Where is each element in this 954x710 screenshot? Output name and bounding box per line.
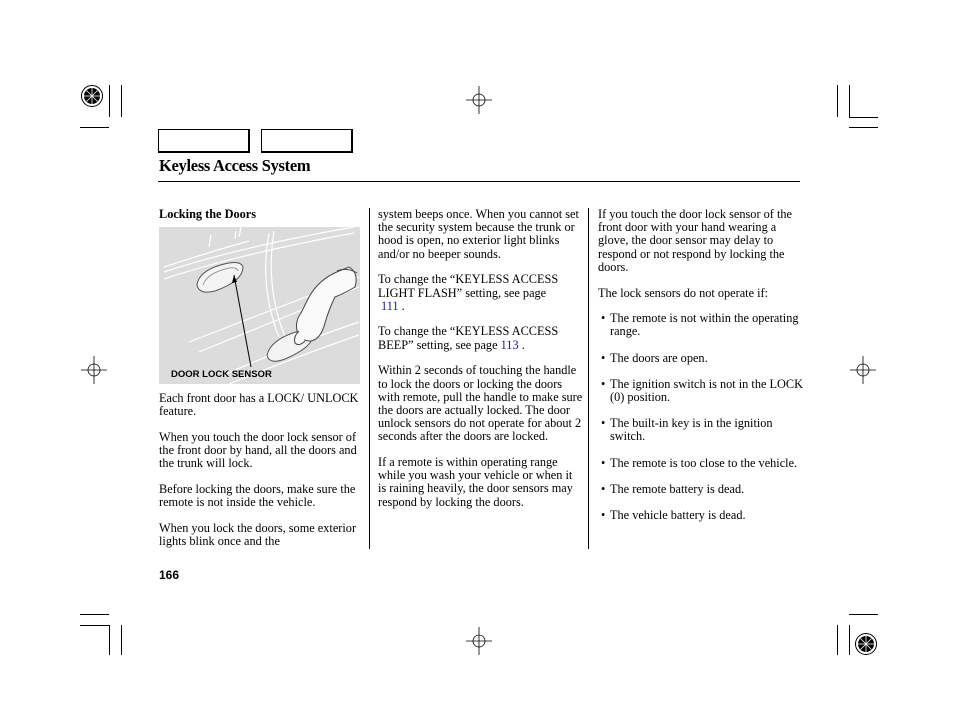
crosshair-icon [466, 86, 492, 114]
starburst-icon [82, 86, 103, 107]
paragraph: If you touch the door lock sensor of the front door with your hand wearing a glove, the door sensor may delay to respond or not respond by locking the doors. [598, 207, 792, 274]
column-3 [598, 208, 803, 535]
column-divider [588, 208, 589, 549]
paragraph-beep [378, 325, 583, 351]
paragraph: If a remote is within operating range while you wash your vehicle or when it is raining heavily, the door sensors may respond by locking the doors. [378, 455, 573, 509]
column-divider [369, 208, 370, 549]
title-rule [158, 181, 800, 182]
period: . [401, 298, 405, 313]
list-item: • The remote battery is dead. [598, 483, 803, 496]
nav-tab-box [158, 129, 250, 153]
paragraph: The lock sensors do not operate if: [598, 285, 769, 300]
column-1 [159, 208, 364, 227]
list-item: • The ignition switch is not in the LOCK (0) position. [598, 378, 803, 404]
nav-tab-box [261, 129, 353, 153]
list-item: • The built-in key is in the ignition switch. [598, 417, 803, 443]
crosshair-icon [81, 356, 107, 384]
crosshair-icon [466, 627, 492, 655]
column-2 [378, 208, 583, 521]
paragraph: When you lock the doors, some exterior lights blink once and the [159, 520, 357, 549]
paragraph: Before locking the doors, make sure the remote is not inside the vehicle. [159, 482, 356, 510]
starburst-icon [856, 634, 877, 655]
period: . [521, 337, 525, 352]
paragraph-text: To change the “KEYLESS ACCESS BEEP” setting, see page [378, 324, 559, 352]
paragraph: system beeps once. When you cannot set the security system because the trunk or hood is open, no exterior light blinks and/or no beeper sounds. [378, 207, 579, 261]
page-link-111[interactable]: 111 [381, 298, 399, 313]
door-handle-illustration [159, 227, 360, 384]
list-item: • The doors are open. [598, 352, 803, 365]
page-title: Keyless Access System [159, 156, 311, 175]
door-lock-sensor-figure [159, 227, 360, 384]
paragraph-light-flash [378, 273, 583, 313]
paragraph: Within 2 seconds of touching the handle to lock the doors or locking the doors with remote, pull the handle to make sure the doors are actually locked. The door unlock sensors do not operate for about 2 seconds after the doors are locked. [378, 363, 583, 444]
section-heading: Locking the Doors [159, 207, 257, 221]
page-link-113[interactable]: 113 [500, 337, 519, 352]
crosshair-icon [850, 356, 876, 384]
paragraph: Each front door has a LOCK/ UNLOCK feature. [159, 391, 359, 419]
page-number: 166 [159, 568, 180, 582]
paragraph-text: To change the “KEYLESS ACCESS LIGHT FLASH” setting, see page [378, 272, 559, 300]
list-item: • The vehicle battery is dead. [598, 509, 803, 522]
figure-label: DOOR LOCK SENSOR [171, 369, 272, 380]
list-item: • The remote is not within the operating range. [598, 312, 803, 338]
column-1-body [159, 392, 364, 561]
list-item: • The remote is too close to the vehicle. [598, 457, 803, 470]
paragraph: When you touch the door lock sensor of the front door by hand, all the doors and the trunk will lock. [159, 429, 357, 471]
condition-list [598, 312, 803, 522]
